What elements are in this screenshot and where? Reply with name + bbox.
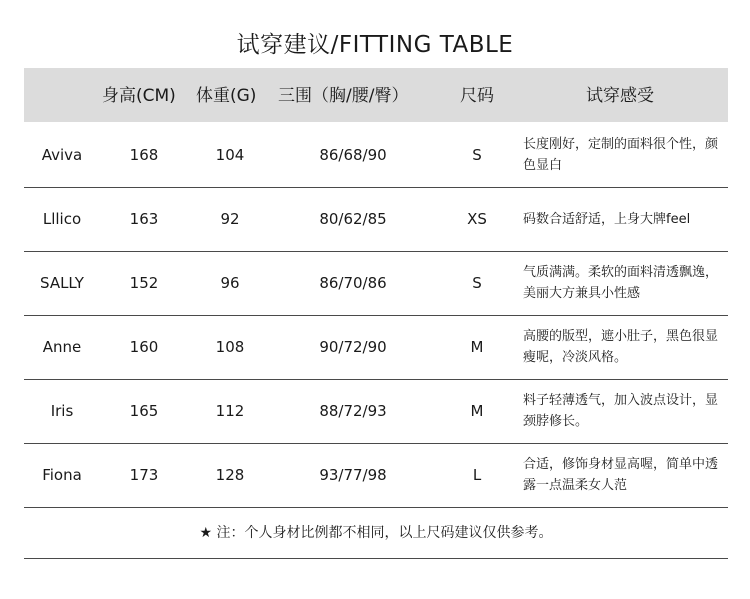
cell-measurements: 86/70/86 bbox=[319, 274, 387, 292]
cell-weight: 92 bbox=[220, 210, 240, 228]
cell-measurements: 88/72/93 bbox=[319, 402, 387, 420]
cell-height: 168 bbox=[129, 146, 159, 164]
cell-measurements: 93/77/98 bbox=[319, 466, 387, 484]
cell-weight: 104 bbox=[215, 146, 245, 164]
table-row bbox=[24, 251, 728, 316]
cell-height: 173 bbox=[129, 466, 159, 484]
cell-weight: 128 bbox=[215, 466, 245, 484]
cell-height: 163 bbox=[129, 210, 159, 228]
cell-measurements: 80/62/85 bbox=[319, 210, 387, 228]
cell-height: 152 bbox=[129, 274, 159, 292]
cell-name: Fiona bbox=[42, 466, 82, 484]
table-row bbox=[24, 379, 728, 444]
cell-size: S bbox=[472, 146, 482, 164]
cell-size: S bbox=[472, 274, 482, 292]
cell-feel: 料子轻薄透气，加入波点设计，显颈脖修长。 bbox=[523, 393, 719, 429]
header-size: 尺码 bbox=[460, 86, 494, 106]
cell-measurements: 90/72/90 bbox=[319, 338, 387, 356]
cell-size: M bbox=[470, 338, 484, 356]
cell-name: SALLY bbox=[40, 274, 84, 292]
header-weight: 体重(G) bbox=[196, 86, 257, 106]
table-header bbox=[24, 68, 728, 122]
table-row bbox=[24, 315, 728, 380]
footnote: ★ 注：个人身材比例都不相同，以上尺码建议仅供参考。 bbox=[24, 508, 728, 559]
cell-weight: 96 bbox=[220, 274, 240, 292]
cell-height: 160 bbox=[129, 338, 159, 356]
cell-weight: 108 bbox=[215, 338, 245, 356]
page-title: 试穿建议/FITTING TABLE bbox=[236, 32, 514, 58]
header-height: 身高(CM) bbox=[102, 86, 176, 106]
header-feel: 试穿感受 bbox=[586, 86, 654, 106]
cell-feel: 码数合适舒适，上身大牌feel bbox=[523, 211, 691, 227]
cell-feel: 高腰的版型，遮小肚子，黑色很显瘦呢，冷淡风格。 bbox=[523, 329, 719, 365]
header-measurements: 三围（胸/腰/臀） bbox=[278, 86, 409, 106]
cell-size: L bbox=[472, 466, 482, 484]
cell-size: XS bbox=[467, 210, 487, 228]
cell-feel: 气质满满。柔软的面料清透飘逸，美丽大方兼具小性感 bbox=[523, 265, 719, 301]
cell-name: Iris bbox=[50, 402, 74, 420]
cell-height: 165 bbox=[129, 402, 159, 420]
cell-size: M bbox=[470, 402, 484, 420]
cell-feel: 长度刚好，定制的面料很个性，颜色显白 bbox=[523, 137, 719, 173]
cell-measurements: 86/68/90 bbox=[319, 146, 387, 164]
cell-name: Anne bbox=[42, 338, 82, 356]
cell-name: Lllico bbox=[42, 210, 82, 228]
table-row bbox=[24, 123, 728, 188]
cell-name: Aviva bbox=[41, 146, 83, 164]
table-row bbox=[24, 443, 728, 508]
cell-weight: 112 bbox=[215, 402, 245, 420]
table-row bbox=[24, 187, 728, 252]
cell-feel: 合适，修饰身材显高喔，简单中透露一点温柔女人范 bbox=[523, 457, 719, 493]
